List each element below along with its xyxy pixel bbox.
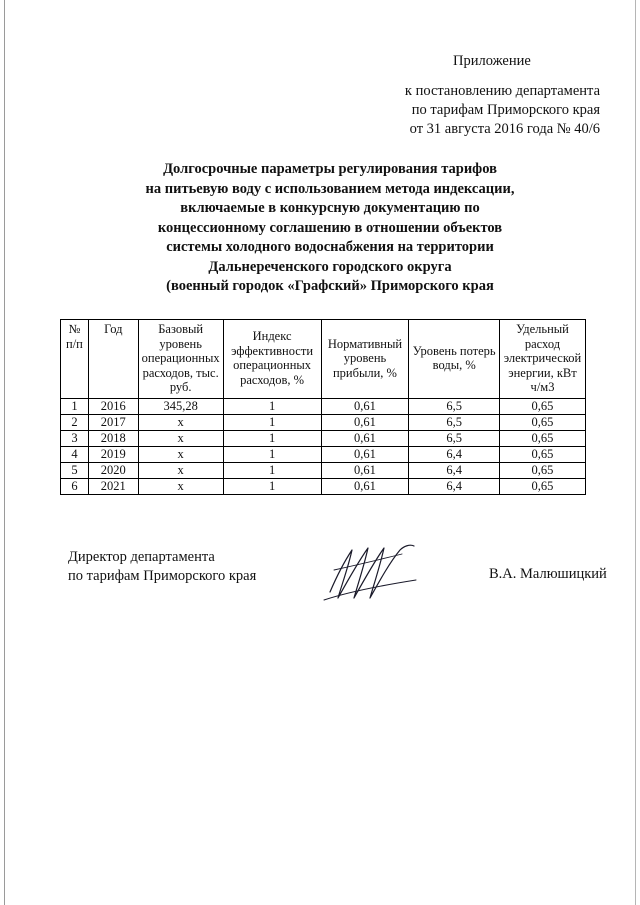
table-cell: x <box>138 430 223 446</box>
table-cell: 4 <box>61 446 89 462</box>
table-cell: 3 <box>61 430 89 446</box>
table-cell: 1 <box>223 414 321 430</box>
table-cell: 6,4 <box>409 462 500 478</box>
table-cell: 0,65 <box>499 414 585 430</box>
table-cell: 0,61 <box>321 414 409 430</box>
table-cell: 0,61 <box>321 446 409 462</box>
table-cell: 6,5 <box>409 414 500 430</box>
scan-edge-right <box>635 0 636 905</box>
table-cell: 0,61 <box>321 430 409 446</box>
table-cell: 2 <box>61 414 89 430</box>
table-cell: 2017 <box>88 414 138 430</box>
header-cell-profit-level: Нормативный уровень прибыли, % <box>321 320 409 399</box>
table-row <box>61 414 586 430</box>
table-cell: 0,65 <box>499 478 585 494</box>
table-cell: 1 <box>223 430 321 446</box>
table-row <box>61 398 586 414</box>
appendix-header <box>380 52 600 139</box>
signatory-position-line: Директор департамента <box>68 549 215 565</box>
table-cell: 0,61 <box>321 462 409 478</box>
header-cell-energy-consumption: Удельный расход электрической энергии, кВт ч/м3 <box>499 320 585 399</box>
table-cell: 345,28 <box>138 398 223 414</box>
table-cell: 1 <box>61 398 89 414</box>
table-cell: x <box>138 478 223 494</box>
table-cell: 2018 <box>88 430 138 446</box>
title-line: включаемые в конкурсную документацию по <box>180 200 480 216</box>
title-line: концессионному соглашению в отношении объектов <box>157 219 503 236</box>
table-cell: 6,5 <box>409 398 500 414</box>
table-cell: 0,61 <box>321 398 409 414</box>
title-line: системы холодного водоснабжения на территории <box>166 239 494 255</box>
table-cell: 0,65 <box>499 430 585 446</box>
title-line: на питьевую воду с использованием метода индексации, <box>145 180 515 197</box>
tariff-parameters-table <box>60 319 586 495</box>
table-row <box>61 478 586 494</box>
table-cell: 6,5 <box>409 430 500 446</box>
table-cell: 2021 <box>88 478 138 494</box>
table-cell: 6,4 <box>409 478 500 494</box>
signatory-name: В.А. Малюшицкий <box>489 566 607 582</box>
signatory-position <box>68 548 256 585</box>
title-line: Дальнереченского городского округа <box>208 258 452 275</box>
table-cell: 1 <box>223 478 321 494</box>
signatory-position-line: по тарифам Приморского края <box>68 567 257 584</box>
table-cell: 1 <box>223 446 321 462</box>
table-row <box>61 462 586 478</box>
table-cell: x <box>138 462 223 478</box>
table-row <box>61 430 586 446</box>
appendix-line: от 31 августа 2016 года № 40/6 <box>409 121 600 137</box>
header-cell-year: Год <box>88 320 138 399</box>
table-cell: x <box>138 414 223 430</box>
table-row <box>61 446 586 462</box>
table-cell: 6,4 <box>409 446 500 462</box>
table-cell: 5 <box>61 462 89 478</box>
header-cell-base-costs: Базовый уровень операционных расходов, тыс. руб. <box>138 320 223 399</box>
appendix-line: к постановлению департамента <box>404 83 600 99</box>
appendix-title: Приложение <box>453 53 531 69</box>
table-cell: 0,65 <box>499 398 585 414</box>
appendix-line: по тарифам Приморского края <box>411 102 600 118</box>
table-cell: 0,65 <box>499 446 585 462</box>
table-cell: 0,65 <box>499 462 585 478</box>
table-cell: 1 <box>223 462 321 478</box>
table-header-row <box>61 320 586 399</box>
scan-edge-left <box>4 0 5 905</box>
table-cell: x <box>138 446 223 462</box>
table-cell: 0,61 <box>321 478 409 494</box>
table-cell: 2019 <box>88 446 138 462</box>
table-cell: 2020 <box>88 462 138 478</box>
title-line: (военный городок «Графский» Приморского края <box>166 278 494 294</box>
header-cell-efficiency-index: Индекс эффективности операционных расходов, % <box>223 320 321 399</box>
document-title <box>60 160 600 297</box>
handwritten-signature <box>318 540 428 610</box>
header-cell-water-losses: Уровень потерь воды, % <box>409 320 500 399</box>
table-cell: 1 <box>223 398 321 414</box>
table-cell: 2016 <box>88 398 138 414</box>
header-cell-number: № п/п <box>61 320 89 399</box>
title-line: Долгосрочные параметры регулирования тарифов <box>163 161 497 177</box>
table-cell: 6 <box>61 478 89 494</box>
